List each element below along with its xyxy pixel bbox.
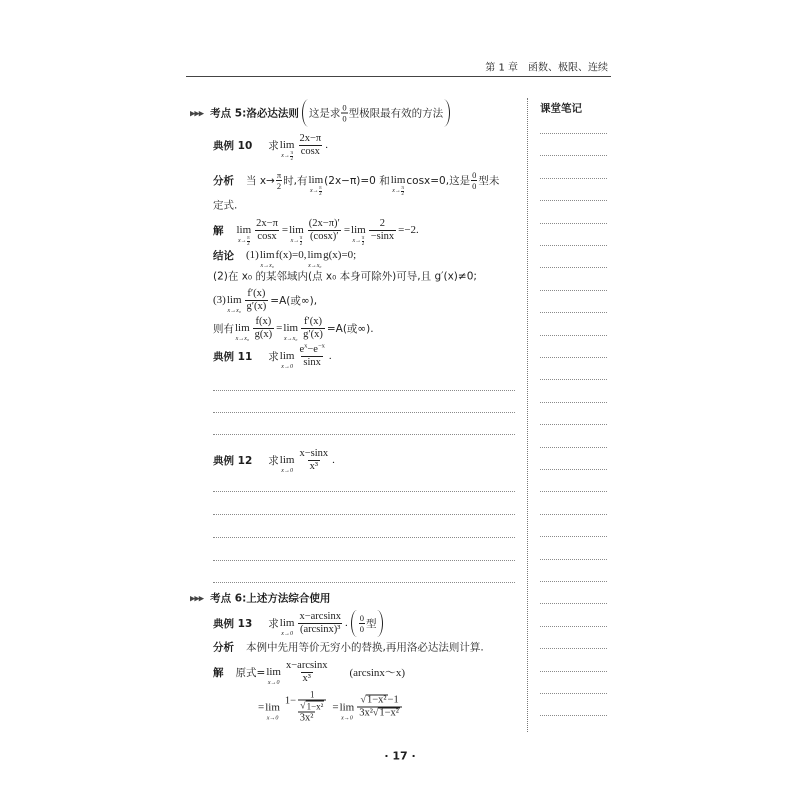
denominator: x³ <box>302 672 311 684</box>
note-line <box>540 223 607 224</box>
subscript-var: x→ <box>237 238 247 244</box>
solution-13-step-2 <box>258 690 404 725</box>
note-line <box>540 402 607 403</box>
writing-line <box>213 390 515 391</box>
subscript-num: π <box>290 150 293 156</box>
analysis-10-continued <box>213 198 237 213</box>
limit-operator <box>307 239 322 271</box>
numerator: 2x−π <box>256 217 278 229</box>
numerator: x−arcsinx <box>285 659 328 671</box>
lim-text: lim <box>308 174 324 186</box>
equals-sign: = <box>276 322 283 334</box>
analysis-text: 定式. <box>213 199 238 212</box>
indeterminate-type-note <box>351 610 384 637</box>
condition-text: =A(或∞), <box>270 294 318 307</box>
lim-text: lim <box>307 249 323 261</box>
subscript-fraction <box>319 186 322 197</box>
lim-text: lim <box>339 701 355 713</box>
fraction <box>245 288 269 313</box>
lim-text: lim <box>279 617 295 629</box>
fraction <box>357 695 402 720</box>
note-line <box>540 200 607 201</box>
numerator <box>283 690 330 712</box>
base-e: −e <box>307 343 318 355</box>
denominator: 0 <box>472 180 477 191</box>
period: . <box>344 617 348 629</box>
notes-title: 课堂笔记 <box>540 102 582 115</box>
radical-sign: √ <box>360 694 366 706</box>
denominator: g′(x) <box>246 300 267 312</box>
numerator: (2x−π)′ <box>308 217 340 229</box>
ask-text: 求 <box>268 617 279 630</box>
lim-text: lim <box>289 224 304 236</box>
limit-subscript: x→x₀ <box>235 336 250 342</box>
note-line <box>540 335 607 336</box>
subscript-var: x→ <box>309 188 319 194</box>
writing-line <box>213 514 515 515</box>
square-root <box>373 708 400 719</box>
note-line <box>540 379 607 380</box>
limit-subscript: x→0 <box>281 468 293 474</box>
solution-label: 解 <box>213 224 224 237</box>
denominator: g(x) <box>254 328 273 340</box>
fraction <box>253 316 275 341</box>
limit-operator <box>340 691 355 723</box>
note-text: 型极限最有效的方法 <box>348 107 444 120</box>
note-line <box>540 133 607 134</box>
lim-text: lim <box>279 139 295 151</box>
solution-13 <box>213 656 405 688</box>
period: . <box>328 350 332 362</box>
note-line <box>540 626 607 627</box>
note-line <box>540 536 607 537</box>
fraction <box>297 344 326 369</box>
denominator: 0 <box>342 113 347 124</box>
note-line <box>540 559 607 560</box>
denominator-text: 3x² <box>359 707 373 719</box>
denominator: −sinx <box>370 230 395 242</box>
denominator: cosx <box>257 230 277 242</box>
writing-line <box>213 434 515 435</box>
fraction <box>297 611 343 636</box>
subscript-num: π <box>247 235 250 241</box>
topic-note <box>302 100 450 127</box>
subscript-fraction <box>362 236 365 247</box>
limit-subscript <box>392 186 404 196</box>
note-line <box>540 715 607 716</box>
note-line <box>540 245 607 246</box>
page-number: · 17 · <box>384 749 416 763</box>
fraction <box>284 660 330 685</box>
equals-sign: = <box>332 701 339 713</box>
limit-operator <box>309 164 324 196</box>
analysis-text: 型未 <box>478 174 500 187</box>
subscript-var: x→ <box>352 238 362 244</box>
analysis-text: (2x−π)=0 和 <box>324 174 390 187</box>
limit-subscript: x→0 <box>267 680 280 686</box>
base-e: e <box>299 343 305 355</box>
example-13 <box>213 607 383 639</box>
limit-subscript: x→x₀ <box>260 263 274 269</box>
subscript-den: 2 <box>401 191 404 197</box>
subscript-fraction <box>290 151 293 162</box>
limit-operator <box>280 444 295 476</box>
note-line <box>540 693 607 694</box>
limit-subscript <box>310 186 322 196</box>
exponent: −x <box>317 342 325 349</box>
conclusion-label: 结论 <box>213 249 234 262</box>
denominator: x³ <box>309 460 318 472</box>
subscript-var: x→ <box>392 188 401 194</box>
limit-subscript: x→0 <box>281 631 293 637</box>
subscript-den: 2 <box>290 156 293 162</box>
lim-text: lim <box>390 174 406 186</box>
denominator: sinx <box>303 356 321 368</box>
subscript-den: 2 <box>361 241 365 247</box>
note-line <box>540 469 607 470</box>
fraction <box>276 170 282 191</box>
writing-line <box>213 560 515 561</box>
writing-line <box>213 491 515 492</box>
example-label: 典例 13 <box>213 617 253 630</box>
writing-line <box>213 537 515 538</box>
lim-text: lim <box>235 322 250 334</box>
period: . <box>332 454 335 466</box>
condition-text: f(x)=0, <box>275 249 307 261</box>
subscript-num: π <box>361 235 365 241</box>
note-line <box>540 178 607 179</box>
note-line <box>540 648 607 649</box>
note-line <box>540 671 607 672</box>
numerator: f′(x) <box>247 287 266 299</box>
type-text: 型 <box>365 617 377 630</box>
triple-arrow-icon: ▶▶▶ <box>190 594 204 602</box>
radical-sign: √ <box>300 700 306 712</box>
radicand: 1−x² <box>379 707 399 719</box>
lim-text: lim <box>236 224 252 236</box>
equals-sign: = <box>258 701 265 713</box>
numerator <box>297 344 326 356</box>
fraction <box>369 218 396 243</box>
inner-numerator: 1 <box>309 689 315 700</box>
condition-text: 则有 <box>213 322 234 335</box>
note-text: 这是求 <box>308 107 341 120</box>
example-label: 典例 11 <box>213 350 253 363</box>
example-10 <box>213 129 328 161</box>
lim-text: lim <box>279 454 295 466</box>
numerator: 2x−π <box>299 132 322 144</box>
note-line <box>540 155 607 156</box>
square-root <box>300 701 324 712</box>
numerator: 0 <box>359 612 364 623</box>
inner-fraction <box>298 690 326 712</box>
denominator: (arcsinx)³ <box>299 623 341 635</box>
analysis-text: cosx=0,这是 <box>406 174 471 187</box>
subscript-den: 2 <box>299 241 303 247</box>
conclusion-2 <box>213 269 477 284</box>
example-12 <box>213 444 335 476</box>
limit-operator <box>260 239 275 271</box>
numerator: f′(x) <box>303 315 322 327</box>
radical-sign: √ <box>372 707 379 719</box>
subscript-num: π <box>299 235 303 241</box>
limit-operator <box>280 607 295 639</box>
lim-text: lim <box>279 350 295 362</box>
triple-arrow-icon: ▶▶▶ <box>190 109 204 117</box>
note-line <box>540 491 607 492</box>
limit-operator <box>280 340 295 372</box>
writing-line <box>213 412 515 413</box>
writing-line <box>213 582 515 583</box>
limit-subscript: x→0 <box>266 715 279 721</box>
note-line <box>540 514 607 515</box>
condition-number: (1) <box>246 249 259 261</box>
chapter-header: 第 1 章 函数、极限、连续 <box>485 62 608 74</box>
lim-text: lim <box>226 294 242 306</box>
fraction <box>471 170 477 191</box>
limit-operator <box>280 129 295 161</box>
limit-subscript: x→x₀ <box>308 263 322 269</box>
note-line <box>540 603 607 604</box>
numerator: f(x) <box>255 315 272 327</box>
topic-6-heading <box>190 591 330 606</box>
lim-text: lim <box>259 249 275 261</box>
analysis-text: 时,有 <box>283 174 308 187</box>
condition-text: (2)在 x₀ 的某邻域内(点 x₀ 本身可除外)可导,且 g′(x)≠0; <box>213 270 477 283</box>
analysis-label: 分析 <box>213 174 234 187</box>
header-rule <box>186 76 611 77</box>
denominator: cosx <box>300 145 320 157</box>
ask-text: 求 <box>268 454 279 467</box>
note-line <box>540 581 607 582</box>
note-line <box>540 312 607 313</box>
note-line <box>540 267 607 268</box>
condition-text: =A(或∞). <box>326 322 374 335</box>
example-11 <box>213 340 332 372</box>
conclusion-1 <box>213 239 356 271</box>
subscript-var: x→ <box>281 153 290 159</box>
subscript-var: x→ <box>290 238 300 244</box>
limit-operator <box>266 656 281 688</box>
numerator: 0 <box>342 102 347 113</box>
lim-text: lim <box>266 666 281 678</box>
equivalence-note: (arcsinx～x) <box>349 667 406 679</box>
subscript-num: π <box>401 185 404 191</box>
ask-text: 求 <box>268 350 279 363</box>
analysis-text: 当 x→ <box>246 174 275 187</box>
analysis-10 <box>213 164 499 196</box>
limit-subscript <box>281 151 293 161</box>
denominator: 3x² <box>299 712 314 724</box>
result: =−2. <box>398 224 419 236</box>
limit-subscript: x→x₀ <box>284 336 298 342</box>
numerator: x−sinx <box>299 447 329 459</box>
denominator: 0 <box>359 623 364 634</box>
condition-number: (3) <box>213 294 226 306</box>
note-line <box>540 447 607 448</box>
inner-denominator <box>298 700 326 712</box>
lim-text: lim <box>283 322 299 334</box>
subscript-fraction <box>401 186 404 197</box>
note-line <box>540 290 607 291</box>
period: . <box>325 139 328 151</box>
topic-title: 考点 5:洛必达法则 <box>210 107 299 120</box>
compound-fraction <box>283 690 330 725</box>
topic-title: 考点 6:上述方法综合使用 <box>210 592 331 605</box>
example-label: 典例 12 <box>213 454 253 467</box>
fraction <box>359 613 365 634</box>
exponent: x <box>304 342 308 349</box>
numerator: 0 <box>472 169 477 180</box>
denominator: 2 <box>276 180 282 191</box>
analysis-label: 分析 <box>213 641 234 654</box>
radicand: 1−x² <box>366 694 387 706</box>
numerator-text: −1 <box>387 694 399 706</box>
fraction <box>341 103 347 124</box>
ask-text: 求 <box>268 139 279 152</box>
numerator <box>358 695 400 707</box>
solution-text: 原式= <box>235 666 266 679</box>
denominator: g′(x) <box>303 328 323 340</box>
topic-5-heading <box>190 100 450 127</box>
square-root <box>360 695 387 706</box>
note-line <box>540 424 607 425</box>
equals-sign: = <box>343 224 351 236</box>
numerator-text: 1− <box>284 695 297 706</box>
fraction <box>297 133 323 158</box>
limit-subscript: x→x₀ <box>227 308 241 314</box>
example-label: 典例 10 <box>213 139 253 152</box>
numerator: π <box>276 169 282 180</box>
subscript-den: 2 <box>319 191 322 197</box>
lim-text: lim <box>351 224 366 236</box>
limit-subscript: x→0 <box>281 364 293 370</box>
analysis-text: 本例中先用等价无穷小的替换,再用洛必达法则计算. <box>246 641 484 654</box>
subscript-den: 2 <box>247 241 250 247</box>
limit-operator <box>265 691 280 723</box>
subscript-num: π <box>319 185 322 191</box>
sidebar-divider <box>527 98 528 732</box>
radicand: 1−x² <box>306 701 324 712</box>
analysis-13 <box>213 640 484 655</box>
denominator <box>357 707 402 720</box>
note-line <box>540 357 607 358</box>
condition-text: g(x)=0; <box>323 249 357 261</box>
solution-label: 解 <box>213 666 224 679</box>
lim-text: lim <box>265 701 280 713</box>
fraction <box>297 448 330 473</box>
fraction <box>301 316 325 341</box>
limit-subscript: x→0 <box>341 715 353 721</box>
numerator: x−arcsinx <box>299 610 341 622</box>
numerator: 2 <box>379 217 386 229</box>
denominator: (cosx)′ <box>310 230 339 242</box>
equals-sign: = <box>281 224 289 236</box>
limit-operator <box>391 164 406 196</box>
